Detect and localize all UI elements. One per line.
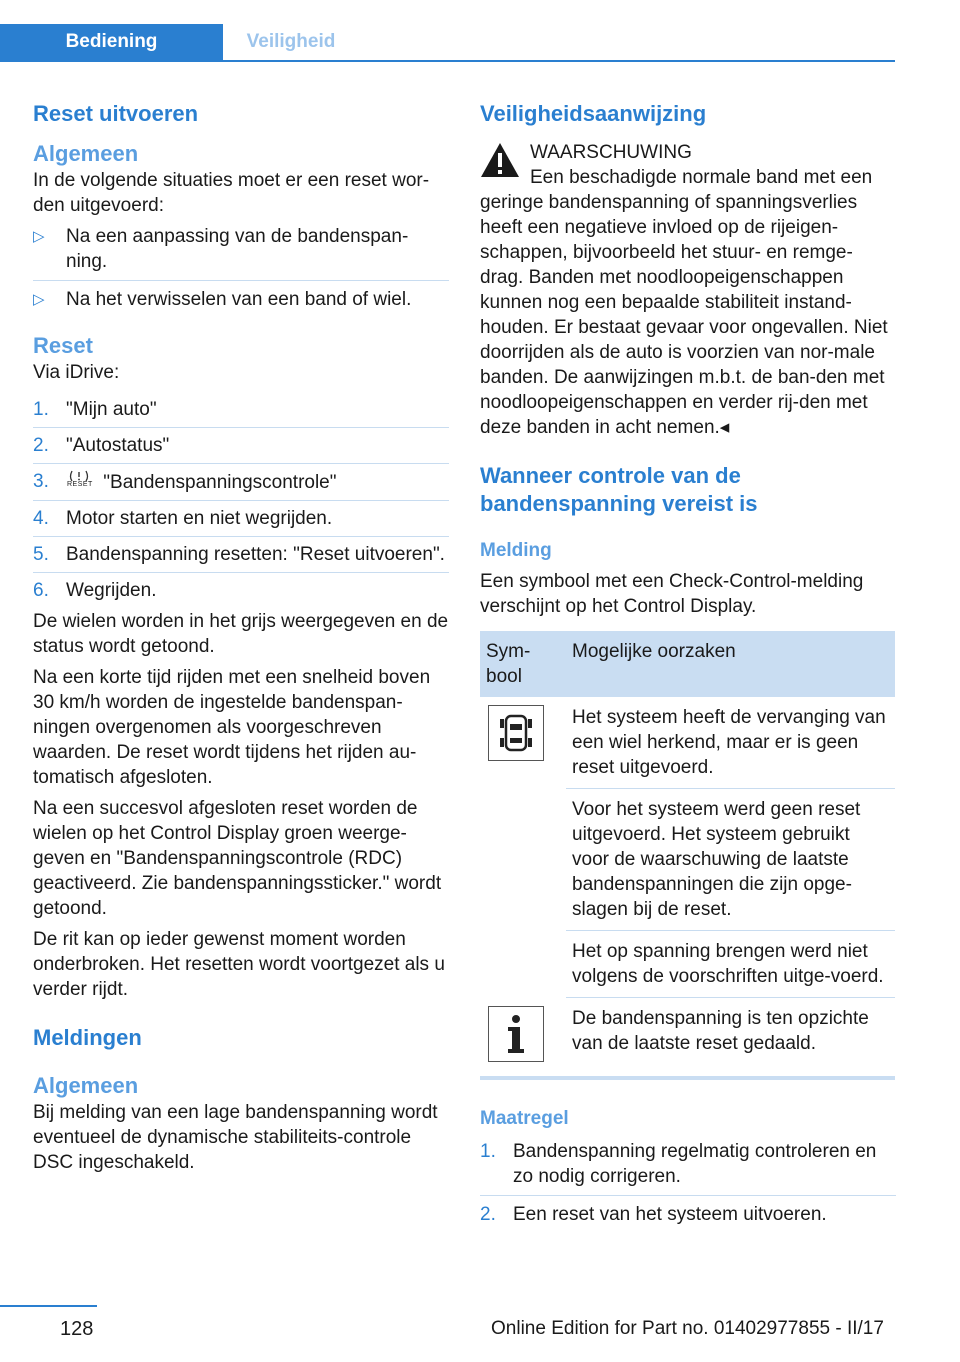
step-number: 3.	[33, 471, 49, 492]
list-item	[33, 224, 449, 281]
step-text: Wegrijden.	[66, 580, 157, 601]
heading-maatregel: Maatregel	[480, 1107, 569, 1129]
table-row	[480, 697, 895, 789]
section-title-reset: Reset uitvoeren	[33, 101, 199, 126]
table-row	[480, 998, 895, 1076]
step-text: Een reset van het systeem uitvoeren.	[513, 1203, 827, 1225]
step-text: Motor starten en niet wegrijden.	[66, 508, 333, 529]
heading-safety: Veiligheidsaanwijzing	[480, 101, 707, 126]
list-item	[480, 1139, 896, 1196]
page-number: 128	[60, 1318, 94, 1340]
heading-melding: Melding	[480, 540, 552, 561]
heading-meldingen-algemeen: Algemeen	[33, 1073, 139, 1098]
list-item	[33, 397, 449, 428]
triangle-bullet-icon: ▷	[33, 228, 45, 245]
tire-reset-icon	[66, 469, 92, 491]
cause-text: Het op spanning brengen werd niet volgens de voorschriften uitge-voerd.	[566, 931, 895, 998]
warning-label: WAARSCHUWING	[530, 142, 692, 163]
heading-reset: Reset	[33, 333, 93, 358]
meldingen-text: Bij melding van een lage bandenspanning wordt eventueel de dynamische stabiliteits-controle DSC ingeschakeld.	[33, 1102, 438, 1173]
step-text: Bandenspanning resetten: "Reset uitvoeren".	[66, 544, 445, 565]
bullet-text: Na het verwisselen van een band of wiel.	[66, 289, 412, 310]
step-number: 1.	[480, 1140, 496, 1162]
symbol-table	[480, 631, 895, 1076]
paragraph: Na een succesvol afgesloten reset worden de wielen op het Control Display groen weerge-geven en "Bandenspanningscontrole (RDC) geactiveerd. Zie bandenspanningssticker." wordt getoond.	[33, 798, 442, 919]
warning-box	[480, 140, 896, 440]
step-text: Bandenspanning regelmatig controleren en zo nodig corrigeren.	[513, 1140, 877, 1187]
reset-steps	[33, 397, 449, 603]
right-column	[480, 100, 896, 1227]
situations-list	[33, 224, 449, 312]
melding-text: Een symbool met een Check-Control-melding verschijnt op het Control Display.	[480, 571, 864, 617]
tab-veiligheid[interactable]: Veiligheid	[246, 31, 336, 52]
header-symbol: Sym-bool	[480, 631, 566, 697]
symbol-cell	[480, 998, 566, 1076]
footer-divider	[0, 1305, 97, 1307]
paragraph: De rit kan op ieder gewenst moment worden onderbroken. Het resetten wordt voortgezet als u verder rijdt.	[33, 929, 445, 1000]
reset-intro: Via iDrive:	[33, 362, 120, 383]
symbol-cell	[480, 697, 566, 998]
heading-algemeen: Algemeen	[33, 141, 139, 166]
heading-when: Wanneer controle van de bandenspanning vereist is	[480, 463, 758, 516]
list-item	[480, 1202, 896, 1227]
tab-bediening[interactable]: Bediening	[0, 24, 223, 60]
step-number: 5.	[33, 544, 49, 565]
header-divider	[0, 60, 895, 62]
step-text: "Autostatus"	[66, 435, 170, 456]
step-text: "Mijn auto"	[66, 399, 157, 420]
list-item	[33, 287, 449, 312]
step-number: 2.	[33, 435, 49, 456]
warning-text: Een beschadigde normale band met een geringe bandenspanning of spanningsverlies heeft een negatieve invloed op de rijeigen-schappen, bijvoorbeeld het stuur- en remge-drag. Banden met noodloopeigenschappen kunnen nog een bepaalde stabiliteit instand-houden. Er bestaat gevaar voor ongevallen. Niet doorrijden als de auto is voorzien van nor-male banden. De aanwijzingen m.b.t. de ban-den met noodloopeigenschappen en verder rij-den met deze banden in acht nemen.◂	[480, 167, 888, 438]
table-bottom-rule	[480, 1076, 895, 1080]
section-title-meldingen: Meldingen	[33, 1025, 142, 1050]
reset-icon-label: RESET	[67, 481, 93, 488]
step-number: 1.	[33, 399, 49, 420]
cause-text: De bandenspanning is ten opzichte van de laatste reset gedaald.	[572, 1008, 869, 1054]
table-header-row	[480, 631, 895, 697]
algemeen-text: In de volgende situaties moet er een reset wor-den uitgevoerd:	[33, 170, 430, 216]
step-text: "Bandenspanningscontrole"	[103, 472, 337, 493]
step-number: 2.	[480, 1203, 496, 1225]
edition-note: Online Edition for Part no. 01402977855 - II/17	[491, 1318, 884, 1339]
cause-text: Het systeem heeft de vervanging van een wiel herkend, maar er is geen reset uitgevoerd.	[566, 697, 895, 789]
paragraph: De wielen worden in het grijs weergegeven en de status wordt getoond.	[33, 611, 449, 657]
list-item	[33, 469, 449, 501]
list-item	[33, 506, 449, 537]
bullet-text: Na een aanpassing van de bandenspan-ning.	[66, 226, 409, 272]
page-header	[0, 0, 895, 62]
list-item	[33, 578, 449, 603]
cause-text: Voor het systeem werd geen reset uitgevoerd. Het systeem gebruikt voor de waarschuwing de laatste bandenspanningen die zijn opge-slagen bij de reset.	[566, 789, 895, 931]
warning-triangle-icon	[480, 142, 520, 178]
list-item	[33, 433, 449, 464]
paragraph: Na een korte tijd rijden met een snelheid boven 30 km/h worden de ingestelde bandenspan-ningen overgenomen als voorgeschreven waarden. De reset wordt tijdens het rijden au-tomatisch afgesloten.	[33, 667, 431, 788]
header-causes: Mogelijke oorzaken	[566, 631, 895, 697]
maatregel-steps	[480, 1139, 896, 1227]
left-column	[33, 100, 449, 1175]
car-tire-icon	[488, 705, 544, 761]
step-number: 4.	[33, 508, 49, 529]
triangle-bullet-icon: ▷	[33, 291, 45, 308]
step-number: 6.	[33, 580, 49, 601]
info-icon	[488, 1006, 544, 1062]
list-item	[33, 542, 449, 573]
